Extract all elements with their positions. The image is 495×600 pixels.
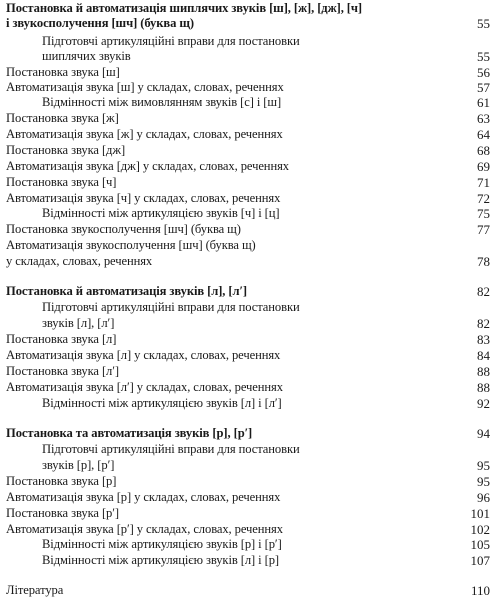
toc-subentry bbox=[42, 34, 490, 49]
toc-entry-title: Постановка звука [л] bbox=[6, 332, 117, 346]
toc-entry-title: Постановка звука [р′] bbox=[6, 506, 119, 520]
toc-entry bbox=[6, 474, 490, 489]
toc-entry-title: Автоматизація звукосполучення [шч] (буква щ) bbox=[6, 238, 256, 252]
toc-entry-title: звуків [р], [р′] bbox=[42, 458, 115, 472]
toc-page-number: 84 bbox=[477, 348, 490, 363]
toc-entry bbox=[6, 490, 490, 505]
toc-entry bbox=[6, 65, 490, 80]
toc-entry-title: Відмінності між вимовлянням звуків [с] і [ш] bbox=[42, 95, 282, 109]
toc-page-number: 95 bbox=[477, 474, 490, 489]
toc-section-heading bbox=[6, 426, 490, 441]
toc-entry-title: Постановка й автоматизація шиплячих звуків [ш], [ж], [дж], [ч] bbox=[6, 1, 362, 15]
toc-subentry bbox=[42, 206, 490, 221]
toc-entry-title: Постановка й автоматизація звуків [л], [л′] bbox=[6, 284, 247, 298]
toc-entry bbox=[6, 364, 490, 379]
toc-entry bbox=[6, 380, 490, 395]
toc-entry-title: Відмінності між артикуляцією звуків [л] і [р] bbox=[42, 553, 280, 567]
toc-page-number: 88 bbox=[477, 364, 490, 379]
toc-page-number: 71 bbox=[477, 175, 490, 190]
toc-page-number: 101 bbox=[470, 506, 490, 521]
toc-entry-title: Постановка звукосполучення [шч] (буква щ) bbox=[6, 222, 241, 236]
toc-entry-title: Постановка звука [дж] bbox=[6, 143, 126, 157]
toc-section-heading bbox=[6, 284, 490, 299]
toc-entry bbox=[6, 254, 490, 269]
toc-page-number: 82 bbox=[477, 284, 490, 299]
toc-page-number: 75 bbox=[477, 206, 490, 221]
toc-entry bbox=[6, 348, 490, 363]
toc-entry-title: Автоматизація звука [ж] у складах, словах, реченнях bbox=[6, 127, 283, 141]
toc-subentry bbox=[42, 95, 490, 110]
toc-page-number: 102 bbox=[470, 522, 490, 537]
toc-entry-title: у складах, словах, реченнях bbox=[6, 254, 153, 268]
toc-subentry bbox=[42, 458, 490, 473]
toc-entry-title: Підготовчі артикуляційні вправи для постановки bbox=[42, 300, 300, 314]
toc-page-number: 92 bbox=[477, 396, 490, 411]
toc-page-number: 105 bbox=[470, 537, 490, 552]
toc-page-number: 63 bbox=[477, 111, 490, 126]
toc-entry-title: Відмінності між артикуляцією звуків [ч] і [ц] bbox=[42, 206, 280, 220]
toc-page-number: 77 bbox=[477, 222, 490, 237]
toc-entry bbox=[6, 332, 490, 347]
toc-page-number: 83 bbox=[477, 332, 490, 347]
toc-entry-title: Автоматизація звука [р] у складах, словах, реченнях bbox=[6, 490, 281, 504]
toc-page-number: 95 bbox=[477, 458, 490, 473]
toc-page-number: 78 bbox=[477, 254, 490, 269]
toc-page-number: 55 bbox=[477, 49, 490, 64]
toc-subentry bbox=[42, 300, 490, 315]
toc-subentry bbox=[42, 316, 490, 331]
toc-entry bbox=[6, 191, 490, 206]
toc-subentry bbox=[42, 49, 490, 64]
toc-entry bbox=[6, 506, 490, 521]
toc-entry-title: Література bbox=[6, 583, 64, 597]
toc-entry-title: Автоматизація звука [л] у складах, словах, реченнях bbox=[6, 348, 281, 362]
toc-entry bbox=[6, 127, 490, 142]
toc-subentry bbox=[42, 553, 490, 568]
toc-page-number: 68 bbox=[477, 143, 490, 158]
toc-entry-title: Постановка звука [ч] bbox=[6, 175, 117, 189]
toc-section-heading bbox=[6, 16, 490, 31]
toc-entry-title: шиплячих звуків bbox=[42, 49, 131, 63]
toc-entry-title: Відмінності між артикуляцією звуків [л] і [л′] bbox=[42, 396, 282, 410]
toc-entry bbox=[6, 238, 490, 253]
toc-entry bbox=[6, 143, 490, 158]
toc-entry-title: Автоматизація звука [ч] у складах, словах, реченнях bbox=[6, 191, 281, 205]
toc-entry-bibliography bbox=[6, 583, 490, 598]
toc-page-number: 57 bbox=[477, 80, 490, 95]
toc-page-number: 72 bbox=[477, 191, 490, 206]
toc-entry-title: Автоматизація звука [дж] у складах, словах, реченнях bbox=[6, 159, 289, 173]
toc-page-number: 110 bbox=[470, 583, 490, 598]
toc-subentry bbox=[42, 396, 490, 411]
toc-page-number: 61 bbox=[477, 95, 490, 110]
toc-entry bbox=[6, 522, 490, 537]
toc-page-number: 94 bbox=[477, 426, 490, 441]
toc-section-heading bbox=[6, 1, 490, 16]
toc-entry bbox=[6, 175, 490, 190]
toc-page-number: 56 bbox=[477, 65, 490, 80]
toc-entry-title: Автоматизація звука [р′] у складах, словах, реченнях bbox=[6, 522, 283, 536]
toc-page-number: 55 bbox=[477, 16, 490, 31]
toc-entry-title: Підготовчі артикуляційні вправи для постановки bbox=[42, 34, 300, 48]
toc-page-number: 82 bbox=[477, 316, 490, 331]
toc-subentry bbox=[42, 442, 490, 457]
toc-entry-title: Постановка звука [ш] bbox=[6, 65, 120, 79]
toc-entry-title: Постановка звука [ж] bbox=[6, 111, 119, 125]
toc-page-number: 69 bbox=[477, 159, 490, 174]
toc-page-number: 64 bbox=[477, 127, 490, 142]
toc-entry-title: Підготовчі артикуляційні вправи для постановки bbox=[42, 442, 300, 456]
toc-entry-title: Автоматизація звука [л′] у складах, словах, реченнях bbox=[6, 380, 283, 394]
toc-page-number: 88 bbox=[477, 380, 490, 395]
toc-entry-title: Постановка звука [р] bbox=[6, 474, 117, 488]
toc-entry-title: Постановка звука [л′] bbox=[6, 364, 119, 378]
toc-entry-title: Відмінності між артикуляцією звуків [р] і [р′] bbox=[42, 537, 282, 551]
toc-entry bbox=[6, 222, 490, 237]
toc-page-number: 96 bbox=[477, 490, 490, 505]
toc-subentry bbox=[42, 537, 490, 552]
toc-entry-title: Автоматизація звука [ш] у складах, словах, реченнях bbox=[6, 80, 284, 94]
toc-entry bbox=[6, 159, 490, 174]
toc-entry bbox=[6, 80, 490, 95]
toc-entry bbox=[6, 111, 490, 126]
toc-page-number: 107 bbox=[470, 553, 490, 568]
toc-entry-title: звуків [л], [л′] bbox=[42, 316, 115, 330]
toc-entry-title: Постановка та автоматизація звуків [р], [р′] bbox=[6, 426, 253, 440]
toc-entry-title: і звукосполучення [шч] (буква щ) bbox=[6, 16, 194, 30]
